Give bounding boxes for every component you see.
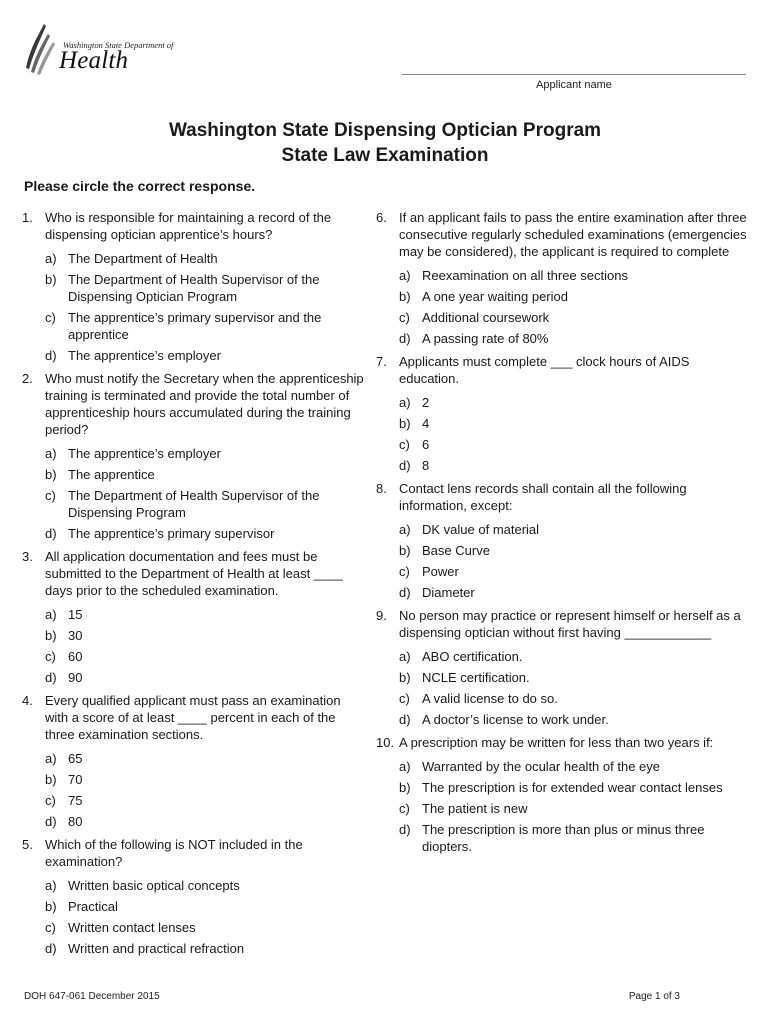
answer-option[interactable]: d) A passing rate of 80% — [399, 331, 549, 346]
question-number: 4. — [22, 693, 33, 708]
answer-option[interactable]: d) 80 — [45, 814, 83, 829]
answer-option[interactable]: b) The apprentice — [45, 467, 155, 482]
answer-option[interactable]: c) Written contact lenses — [45, 920, 196, 935]
question-number: 9. — [376, 608, 387, 623]
questions-right-column — [376, 209, 748, 861]
instructions: Please circle the correct response. — [24, 178, 256, 194]
answer-option[interactable]: b) 70 — [45, 772, 83, 787]
question — [22, 692, 367, 830]
answer-option[interactable]: d) 90 — [45, 670, 83, 685]
answer-option[interactable]: c) 6 — [399, 437, 430, 452]
answer-option[interactable]: c) 60 — [45, 649, 83, 664]
question-text: Applicants must complete ___ clock hours of AIDS education. — [399, 354, 690, 386]
answer-option[interactable]: c) Power — [399, 564, 459, 579]
question — [376, 480, 748, 601]
answer-option[interactable]: b) Base Curve — [399, 543, 490, 558]
question-number: 8. — [376, 481, 387, 496]
answer-option[interactable]: c) The apprentice’s primary supervisor and the apprentice — [45, 310, 322, 342]
answer-option[interactable]: a) DK value of material — [399, 522, 540, 537]
questions-left-column — [22, 209, 367, 963]
logo-health-text: Health — [59, 47, 129, 74]
answer-option[interactable]: b) 4 — [399, 416, 430, 431]
answer-option[interactable]: a) Reexamination on all three sections — [399, 268, 628, 283]
answer-option[interactable]: c) The patient is new — [399, 801, 528, 816]
title-line-2: State Law Examination — [281, 145, 489, 166]
answer-option[interactable]: a) The Department of Health — [45, 251, 218, 266]
answer-option[interactable]: a) The apprentice’s employer — [45, 446, 221, 461]
answer-option[interactable]: b) A one year waiting period — [399, 289, 568, 304]
question-text: No person may practice or represent himself or herself as a dispensing optician without first having ____________ — [399, 608, 741, 640]
answer-option[interactable]: d) A doctor’s license to work under. — [399, 712, 609, 727]
question-text: If an applicant fails to pass the entire examination after three consecutive regularly scheduled examinations (emergencies may be considered), the applicant is required to complete — [399, 210, 747, 259]
answer-option[interactable]: d) 8 — [399, 458, 430, 473]
answer-option[interactable]: d) The apprentice’s employer — [45, 348, 221, 363]
applicant-name-line[interactable] — [402, 74, 746, 75]
question — [376, 607, 748, 728]
answer-option[interactable]: c) The Department of Health Supervisor of the Dispensing Program — [45, 488, 320, 520]
question-text: Every qualified applicant must pass an examination with a score of at least ____ percent in each of the three examination sections. — [45, 693, 341, 742]
logo-dept-text: Washington State Department of — [63, 40, 174, 50]
question — [22, 548, 367, 686]
answer-option[interactable]: b) NCLE certification. — [399, 670, 530, 685]
title-line-1: Washington State Dispensing Optician Program — [168, 120, 602, 141]
question-text: Contact lens records shall contain all the following information, except: — [399, 481, 687, 513]
answer-option[interactable]: d) The prescription is more than plus or minus three diopters. — [399, 822, 705, 854]
question — [22, 370, 367, 542]
question-number: 1. — [22, 210, 33, 225]
answer-option[interactable]: c) Additional coursework — [399, 310, 550, 325]
answer-option[interactable]: a) Warranted by the ocular health of the eye — [399, 759, 660, 774]
doh-logo — [22, 22, 174, 78]
question-number: 2. — [22, 371, 33, 386]
answer-option[interactable]: d) Written and practical refraction — [45, 941, 245, 956]
question-text: Which of the following is NOT included in the examination? — [45, 837, 303, 869]
answer-option[interactable]: a) ABO certification. — [399, 649, 523, 664]
question-number: 5. — [22, 837, 33, 852]
answer-option[interactable]: d) Diameter — [399, 585, 475, 600]
answer-option[interactable]: a) 2 — [399, 395, 430, 410]
question-number: 10. — [376, 735, 395, 750]
answer-option[interactable]: a) 65 — [45, 751, 83, 766]
question-number: 3. — [22, 549, 33, 564]
question-number: 7. — [376, 354, 387, 369]
question — [22, 836, 367, 957]
answer-option[interactable]: b) 30 — [45, 628, 83, 643]
answer-option[interactable]: a) Written basic optical concepts — [45, 878, 240, 893]
answer-option[interactable]: a) 15 — [45, 607, 83, 622]
answer-option[interactable]: b) Practical — [45, 899, 118, 914]
question — [376, 209, 748, 347]
question — [376, 353, 748, 474]
answer-option[interactable]: d) The apprentice’s primary supervisor — [45, 526, 275, 541]
feather-logo-icon — [22, 22, 62, 78]
question-number: 6. — [376, 210, 387, 225]
question — [22, 209, 367, 364]
question — [376, 734, 748, 855]
answer-option[interactable]: b) The prescription is for extended wear contact lenses — [399, 780, 723, 795]
question-text: Who is responsible for maintaining a record of the dispensing optician apprentice’s hours? — [45, 210, 332, 242]
answer-option[interactable]: b) The Department of Health Supervisor of the Dispensing Optician Program — [45, 272, 320, 304]
applicant-name-label: Applicant name — [536, 79, 612, 91]
question-text: A prescription may be written for less than two years if: — [399, 735, 714, 750]
answer-option[interactable]: c) A valid license to do so. — [399, 691, 558, 706]
page-number: Page 1 of 3 — [628, 991, 680, 1002]
question-text: Who must notify the Secretary when the apprenticeship training is terminated and provide the total number of apprenticeship hours accumulated during the training period? — [45, 371, 364, 437]
form-id: DOH 647-061 December 2015 — [24, 991, 160, 1002]
page-title — [0, 118, 770, 168]
question-text: All application documentation and fees must be submitted to the Department of Health at least ____ days prior to the scheduled examination. — [45, 549, 343, 598]
answer-option[interactable]: c) 75 — [45, 793, 83, 808]
